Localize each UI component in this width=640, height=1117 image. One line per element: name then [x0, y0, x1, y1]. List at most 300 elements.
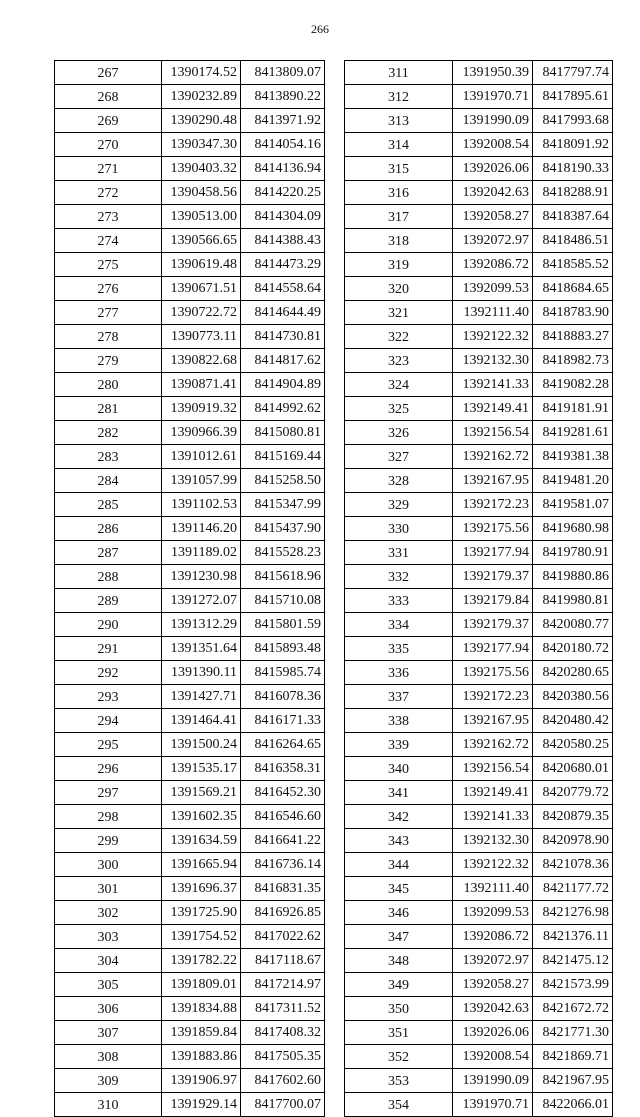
- x-coordinate-cell: 1390566.65: [162, 229, 241, 253]
- x-coordinate-cell: 1391970.71: [453, 1093, 533, 1117]
- x-coordinate-cell: 1391012.61: [162, 445, 241, 469]
- x-coordinate-cell: 1392026.06: [453, 1021, 533, 1045]
- point-number-cell: 280: [55, 373, 162, 397]
- table-row: [345, 1069, 613, 1093]
- table-row: [345, 997, 613, 1021]
- y-coordinate-cell: 8415258.50: [241, 469, 325, 493]
- x-coordinate-cell: 1391390.11: [162, 661, 241, 685]
- x-coordinate-cell: 1392072.97: [453, 229, 533, 253]
- point-number-cell: 301: [55, 877, 162, 901]
- point-number-cell: 277: [55, 301, 162, 325]
- x-coordinate-cell: 1391634.59: [162, 829, 241, 853]
- table-row: [345, 61, 613, 85]
- point-number-cell: 340: [345, 757, 453, 781]
- point-number-cell: 354: [345, 1093, 453, 1117]
- point-number-cell: 331: [345, 541, 453, 565]
- table-row: [55, 1045, 325, 1069]
- point-number-cell: 279: [55, 349, 162, 373]
- x-coordinate-cell: 1391696.37: [162, 877, 241, 901]
- point-number-cell: 272: [55, 181, 162, 205]
- y-coordinate-cell: 8421177.72: [533, 877, 613, 901]
- table-row: [55, 781, 325, 805]
- y-coordinate-cell: 8419581.07: [533, 493, 613, 517]
- table-row: [55, 853, 325, 877]
- table-row: [345, 397, 613, 421]
- point-number-cell: 312: [345, 85, 453, 109]
- y-coordinate-cell: 8413809.07: [241, 61, 325, 85]
- y-coordinate-cell: 8419082.28: [533, 373, 613, 397]
- table-row: [55, 757, 325, 781]
- point-number-cell: 324: [345, 373, 453, 397]
- x-coordinate-cell: 1391970.71: [453, 85, 533, 109]
- x-coordinate-cell: 1392141.33: [453, 805, 533, 829]
- point-number-cell: 317: [345, 205, 453, 229]
- y-coordinate-cell: 8415347.99: [241, 493, 325, 517]
- point-number-cell: 309: [55, 1069, 162, 1093]
- x-coordinate-cell: 1392141.33: [453, 373, 533, 397]
- point-number-cell: 332: [345, 565, 453, 589]
- x-coordinate-cell: 1392167.95: [453, 709, 533, 733]
- table-row: [345, 469, 613, 493]
- table-row: [55, 517, 325, 541]
- point-number-cell: 278: [55, 325, 162, 349]
- table-row: [55, 589, 325, 613]
- y-coordinate-cell: 8417895.61: [533, 85, 613, 109]
- point-number-cell: 304: [55, 949, 162, 973]
- point-number-cell: 293: [55, 685, 162, 709]
- point-number-cell: 298: [55, 805, 162, 829]
- x-coordinate-cell: 1390347.30: [162, 133, 241, 157]
- point-number-cell: 342: [345, 805, 453, 829]
- point-number-cell: 291: [55, 637, 162, 661]
- table-row: [55, 277, 325, 301]
- table-row: [55, 253, 325, 277]
- table-row: [345, 1045, 613, 1069]
- table-row: [55, 901, 325, 925]
- y-coordinate-cell: 8416078.36: [241, 685, 325, 709]
- x-coordinate-cell: 1391189.02: [162, 541, 241, 565]
- y-coordinate-cell: 8415528.23: [241, 541, 325, 565]
- table-row: [345, 781, 613, 805]
- y-coordinate-cell: 8418684.65: [533, 277, 613, 301]
- table-row: [345, 133, 613, 157]
- x-coordinate-cell: 1391754.52: [162, 925, 241, 949]
- point-number-cell: 323: [345, 349, 453, 373]
- table-row: [345, 565, 613, 589]
- table-row: [345, 445, 613, 469]
- y-coordinate-cell: 8422066.01: [533, 1093, 613, 1117]
- point-number-cell: 346: [345, 901, 453, 925]
- point-number-cell: 269: [55, 109, 162, 133]
- point-number-cell: 348: [345, 949, 453, 973]
- x-coordinate-cell: 1391057.99: [162, 469, 241, 493]
- y-coordinate-cell: 8415618.96: [241, 565, 325, 589]
- y-coordinate-cell: 8414992.62: [241, 397, 325, 421]
- table-row: [345, 685, 613, 709]
- coordinates-table-right: [344, 60, 613, 1117]
- point-number-cell: 286: [55, 517, 162, 541]
- y-coordinate-cell: 8414136.94: [241, 157, 325, 181]
- x-coordinate-cell: 1392111.40: [453, 301, 533, 325]
- table-row: [55, 637, 325, 661]
- x-coordinate-cell: 1392111.40: [453, 877, 533, 901]
- y-coordinate-cell: 8419181.91: [533, 397, 613, 421]
- table-row: [345, 901, 613, 925]
- x-coordinate-cell: 1391782.22: [162, 949, 241, 973]
- x-coordinate-cell: 1391500.24: [162, 733, 241, 757]
- x-coordinate-cell: 1391725.90: [162, 901, 241, 925]
- y-coordinate-cell: 8420879.35: [533, 805, 613, 829]
- x-coordinate-cell: 1392162.72: [453, 445, 533, 469]
- y-coordinate-cell: 8415801.59: [241, 613, 325, 637]
- table-row: [55, 613, 325, 637]
- table-row: [345, 373, 613, 397]
- point-number-cell: 281: [55, 397, 162, 421]
- y-coordinate-cell: 8419481.20: [533, 469, 613, 493]
- y-coordinate-cell: 8415080.81: [241, 421, 325, 445]
- table-row: [55, 925, 325, 949]
- table-row: [55, 1069, 325, 1093]
- point-number-cell: 287: [55, 541, 162, 565]
- point-number-cell: 295: [55, 733, 162, 757]
- y-coordinate-cell: 8417311.52: [241, 997, 325, 1021]
- y-coordinate-cell: 8418883.27: [533, 325, 613, 349]
- x-coordinate-cell: 1392042.63: [453, 997, 533, 1021]
- y-coordinate-cell: 8417993.68: [533, 109, 613, 133]
- y-coordinate-cell: 8417700.07: [241, 1093, 325, 1117]
- table-row: [345, 709, 613, 733]
- x-coordinate-cell: 1391230.98: [162, 565, 241, 589]
- x-coordinate-cell: 1392008.54: [453, 1045, 533, 1069]
- x-coordinate-cell: 1391834.88: [162, 997, 241, 1021]
- y-coordinate-cell: 8421771.30: [533, 1021, 613, 1045]
- table-row: [55, 421, 325, 445]
- page-number: 266: [311, 22, 329, 36]
- table-row: [55, 877, 325, 901]
- x-coordinate-cell: 1390722.72: [162, 301, 241, 325]
- point-number-cell: 302: [55, 901, 162, 925]
- x-coordinate-cell: 1391859.84: [162, 1021, 241, 1045]
- table-row: [345, 877, 613, 901]
- table-row: [55, 997, 325, 1021]
- x-coordinate-cell: 1392058.27: [453, 205, 533, 229]
- x-coordinate-cell: 1390458.56: [162, 181, 241, 205]
- table-row: [345, 853, 613, 877]
- point-number-cell: 322: [345, 325, 453, 349]
- y-coordinate-cell: 8417505.35: [241, 1045, 325, 1069]
- table-row: [345, 1021, 613, 1045]
- y-coordinate-cell: 8413971.92: [241, 109, 325, 133]
- table-row: [345, 229, 613, 253]
- x-coordinate-cell: 1390671.51: [162, 277, 241, 301]
- point-number-cell: 350: [345, 997, 453, 1021]
- x-coordinate-cell: 1391569.21: [162, 781, 241, 805]
- point-number-cell: 273: [55, 205, 162, 229]
- coordinates-table-left: [54, 60, 325, 1117]
- y-coordinate-cell: 8415437.90: [241, 517, 325, 541]
- point-number-cell: 284: [55, 469, 162, 493]
- y-coordinate-cell: 8414054.16: [241, 133, 325, 157]
- y-coordinate-cell: 8418982.73: [533, 349, 613, 373]
- y-coordinate-cell: 8416171.33: [241, 709, 325, 733]
- y-coordinate-cell: 8417118.67: [241, 949, 325, 973]
- table-row: [345, 613, 613, 637]
- x-coordinate-cell: 1391351.64: [162, 637, 241, 661]
- point-number-cell: 289: [55, 589, 162, 613]
- x-coordinate-cell: 1392162.72: [453, 733, 533, 757]
- x-coordinate-cell: 1392175.56: [453, 517, 533, 541]
- y-coordinate-cell: 8416926.85: [241, 901, 325, 925]
- coordinates-table-left-body: [55, 61, 325, 1117]
- y-coordinate-cell: 8420580.25: [533, 733, 613, 757]
- table-row: [345, 181, 613, 205]
- y-coordinate-cell: 8414220.25: [241, 181, 325, 205]
- y-coordinate-cell: 8417602.60: [241, 1069, 325, 1093]
- y-coordinate-cell: 8419281.61: [533, 421, 613, 445]
- x-coordinate-cell: 1392122.32: [453, 325, 533, 349]
- point-number-cell: 283: [55, 445, 162, 469]
- table-row: [345, 973, 613, 997]
- x-coordinate-cell: 1391665.94: [162, 853, 241, 877]
- table-row: [55, 301, 325, 325]
- y-coordinate-cell: 8420180.72: [533, 637, 613, 661]
- y-coordinate-cell: 8421475.12: [533, 949, 613, 973]
- x-coordinate-cell: 1392132.30: [453, 349, 533, 373]
- point-number-cell: 339: [345, 733, 453, 757]
- point-number-cell: 345: [345, 877, 453, 901]
- y-coordinate-cell: 8418091.92: [533, 133, 613, 157]
- point-number-cell: 290: [55, 613, 162, 637]
- table-row: [55, 949, 325, 973]
- x-coordinate-cell: 1392099.53: [453, 277, 533, 301]
- table-row: [345, 541, 613, 565]
- x-coordinate-cell: 1391990.09: [453, 109, 533, 133]
- x-coordinate-cell: 1390174.52: [162, 61, 241, 85]
- x-coordinate-cell: 1392026.06: [453, 157, 533, 181]
- point-number-cell: 292: [55, 661, 162, 685]
- table-row: [345, 829, 613, 853]
- y-coordinate-cell: 8418288.91: [533, 181, 613, 205]
- table-row: [55, 445, 325, 469]
- table-row: [55, 1021, 325, 1045]
- x-coordinate-cell: 1391809.01: [162, 973, 241, 997]
- x-coordinate-cell: 1390871.41: [162, 373, 241, 397]
- table-row: [345, 277, 613, 301]
- point-number-cell: 351: [345, 1021, 453, 1045]
- table-row: [55, 325, 325, 349]
- x-coordinate-cell: 1391990.09: [453, 1069, 533, 1093]
- y-coordinate-cell: 8419880.86: [533, 565, 613, 589]
- y-coordinate-cell: 8421573.99: [533, 973, 613, 997]
- y-coordinate-cell: 8414904.89: [241, 373, 325, 397]
- point-number-cell: 299: [55, 829, 162, 853]
- table-row: [345, 589, 613, 613]
- y-coordinate-cell: 8421078.36: [533, 853, 613, 877]
- point-number-cell: 318: [345, 229, 453, 253]
- point-number-cell: 313: [345, 109, 453, 133]
- point-number-cell: 338: [345, 709, 453, 733]
- point-number-cell: 282: [55, 421, 162, 445]
- x-coordinate-cell: 1392149.41: [453, 781, 533, 805]
- point-number-cell: 274: [55, 229, 162, 253]
- table-row: [345, 301, 613, 325]
- x-coordinate-cell: 1391464.41: [162, 709, 241, 733]
- x-coordinate-cell: 1392175.56: [453, 661, 533, 685]
- table-row: [55, 85, 325, 109]
- table-row: [345, 421, 613, 445]
- table-row: [345, 925, 613, 949]
- y-coordinate-cell: 8417214.97: [241, 973, 325, 997]
- coordinates-table-right-body: [345, 61, 613, 1117]
- y-coordinate-cell: 8416264.65: [241, 733, 325, 757]
- y-coordinate-cell: 8419680.98: [533, 517, 613, 541]
- x-coordinate-cell: 1392179.84: [453, 589, 533, 613]
- table-row: [345, 253, 613, 277]
- x-coordinate-cell: 1391102.53: [162, 493, 241, 517]
- x-coordinate-cell: 1390822.68: [162, 349, 241, 373]
- point-number-cell: 321: [345, 301, 453, 325]
- y-coordinate-cell: 8416358.31: [241, 757, 325, 781]
- y-coordinate-cell: 8421672.72: [533, 997, 613, 1021]
- table-row: [345, 733, 613, 757]
- point-number-cell: 285: [55, 493, 162, 517]
- y-coordinate-cell: 8416831.35: [241, 877, 325, 901]
- x-coordinate-cell: 1390403.32: [162, 157, 241, 181]
- point-number-cell: 352: [345, 1045, 453, 1069]
- point-number-cell: 326: [345, 421, 453, 445]
- table-row: [55, 229, 325, 253]
- x-coordinate-cell: 1392179.37: [453, 565, 533, 589]
- y-coordinate-cell: 8421276.98: [533, 901, 613, 925]
- y-coordinate-cell: 8415985.74: [241, 661, 325, 685]
- x-coordinate-cell: 1390232.89: [162, 85, 241, 109]
- point-number-cell: 319: [345, 253, 453, 277]
- x-coordinate-cell: 1392132.30: [453, 829, 533, 853]
- x-coordinate-cell: 1391929.14: [162, 1093, 241, 1117]
- table-row: [345, 517, 613, 541]
- y-coordinate-cell: 8418190.33: [533, 157, 613, 181]
- table-row: [55, 709, 325, 733]
- point-number-cell: 314: [345, 133, 453, 157]
- y-coordinate-cell: 8418486.51: [533, 229, 613, 253]
- x-coordinate-cell: 1392179.37: [453, 613, 533, 637]
- x-coordinate-cell: 1392042.63: [453, 181, 533, 205]
- y-coordinate-cell: 8414304.09: [241, 205, 325, 229]
- table-row: [345, 661, 613, 685]
- table-row: [55, 685, 325, 709]
- table-row: [55, 109, 325, 133]
- y-coordinate-cell: 8417022.62: [241, 925, 325, 949]
- x-coordinate-cell: 1392172.23: [453, 685, 533, 709]
- y-coordinate-cell: 8420480.42: [533, 709, 613, 733]
- y-coordinate-cell: 8418783.90: [533, 301, 613, 325]
- point-number-cell: 288: [55, 565, 162, 589]
- y-coordinate-cell: 8416452.30: [241, 781, 325, 805]
- point-number-cell: 297: [55, 781, 162, 805]
- y-coordinate-cell: 8420380.56: [533, 685, 613, 709]
- table-row: [55, 373, 325, 397]
- x-coordinate-cell: 1392149.41: [453, 397, 533, 421]
- y-coordinate-cell: 8415169.44: [241, 445, 325, 469]
- y-coordinate-cell: 8419980.81: [533, 589, 613, 613]
- point-number-cell: 316: [345, 181, 453, 205]
- x-coordinate-cell: 1390290.48: [162, 109, 241, 133]
- point-number-cell: 334: [345, 613, 453, 637]
- point-number-cell: 320: [345, 277, 453, 301]
- table-row: [345, 1093, 613, 1117]
- table-row: [345, 325, 613, 349]
- x-coordinate-cell: 1392122.32: [453, 853, 533, 877]
- table-row: [55, 829, 325, 853]
- table-row: [345, 157, 613, 181]
- x-coordinate-cell: 1391906.97: [162, 1069, 241, 1093]
- y-coordinate-cell: 8421869.71: [533, 1045, 613, 1069]
- table-row: [55, 1093, 325, 1117]
- table-row: [345, 349, 613, 373]
- x-coordinate-cell: 1392172.23: [453, 493, 533, 517]
- table-row: [55, 205, 325, 229]
- table-row: [55, 661, 325, 685]
- x-coordinate-cell: 1390966.39: [162, 421, 241, 445]
- x-coordinate-cell: 1391146.20: [162, 517, 241, 541]
- y-coordinate-cell: 8420779.72: [533, 781, 613, 805]
- y-coordinate-cell: 8419780.91: [533, 541, 613, 565]
- table-row: [345, 205, 613, 229]
- x-coordinate-cell: 1391950.39: [453, 61, 533, 85]
- x-coordinate-cell: 1392058.27: [453, 973, 533, 997]
- point-number-cell: 336: [345, 661, 453, 685]
- y-coordinate-cell: 8417797.74: [533, 61, 613, 85]
- x-coordinate-cell: 1392099.53: [453, 901, 533, 925]
- point-number-cell: 315: [345, 157, 453, 181]
- x-coordinate-cell: 1392072.97: [453, 949, 533, 973]
- y-coordinate-cell: 8414644.49: [241, 301, 325, 325]
- point-number-cell: 303: [55, 925, 162, 949]
- table-row: [55, 541, 325, 565]
- point-number-cell: 268: [55, 85, 162, 109]
- table-row: [55, 469, 325, 493]
- y-coordinate-cell: 8417408.32: [241, 1021, 325, 1045]
- x-coordinate-cell: 1390513.00: [162, 205, 241, 229]
- y-coordinate-cell: 8421967.95: [533, 1069, 613, 1093]
- x-coordinate-cell: 1390919.32: [162, 397, 241, 421]
- point-number-cell: 311: [345, 61, 453, 85]
- table-row: [345, 757, 613, 781]
- y-coordinate-cell: 8413890.22: [241, 85, 325, 109]
- point-number-cell: 296: [55, 757, 162, 781]
- y-coordinate-cell: 8418387.64: [533, 205, 613, 229]
- point-number-cell: 341: [345, 781, 453, 805]
- table-row: [345, 637, 613, 661]
- point-number-cell: 267: [55, 61, 162, 85]
- y-coordinate-cell: 8420080.77: [533, 613, 613, 637]
- table-row: [55, 133, 325, 157]
- point-number-cell: 271: [55, 157, 162, 181]
- point-number-cell: 337: [345, 685, 453, 709]
- x-coordinate-cell: 1391272.07: [162, 589, 241, 613]
- point-number-cell: 327: [345, 445, 453, 469]
- x-coordinate-cell: 1392086.72: [453, 925, 533, 949]
- point-number-cell: 343: [345, 829, 453, 853]
- table-row: [55, 397, 325, 421]
- x-coordinate-cell: 1392008.54: [453, 133, 533, 157]
- point-number-cell: 349: [345, 973, 453, 997]
- point-number-cell: 328: [345, 469, 453, 493]
- y-coordinate-cell: 8416736.14: [241, 853, 325, 877]
- y-coordinate-cell: 8416546.60: [241, 805, 325, 829]
- x-coordinate-cell: 1391312.29: [162, 613, 241, 637]
- table-row: [55, 805, 325, 829]
